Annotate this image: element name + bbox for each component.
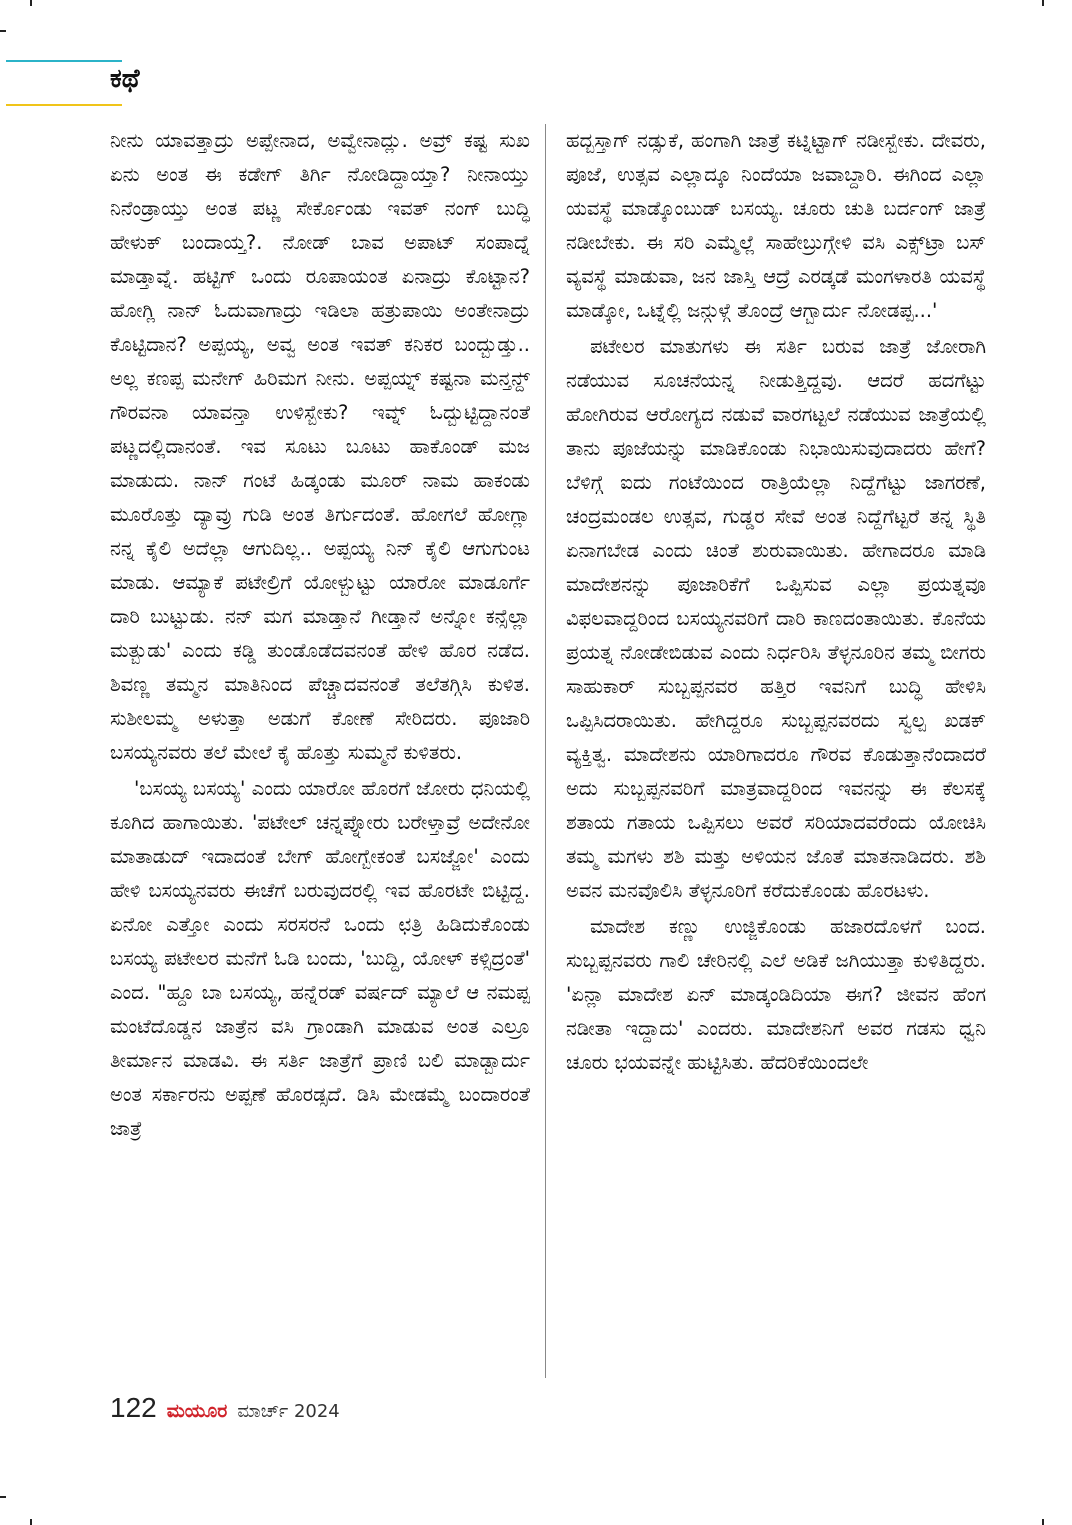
right-paragraph-1: ಹದ್ಬಸ್ತಾಗ್ ನಡ್ಸುಕೆ, ಹಂಗಾಗಿ ಜಾತ್ರೆ ಕಟ್ನಿಟ್ಟಾಗ್ ನಡೀಸ್ಬೇಕು. ದೇವರು, ಪೂಜೆ, ಉತ್ಸವ ಎಲ್ಲಾದ್ಕೂ ನಿಂದೆಯಾ ಜವಾಬ್ದಾರಿ. ಈಗಿಂದ ಎಲ್ಲಾ ಯವಸ್ಥೆ ಮಾಡ್ಕೊಂಬುಡ್ ಬಸಯ್ಯ. ಚೂರು ಚುತಿ ಬರ್ದಂಗ್ ಜಾತ್ರೆ ನಡೀಬೇಕು. ಈ ಸರಿ ಎಮ್ಮೆಲ್ಲೆ ಸಾಹೇಬ್ರುಗ್ಗೇಳಿ ವಸಿ ಎಕ್ಸ್‌ಟ್ರಾ ಬಸ್ ವ್ಯವಸ್ಥೆ ಮಾಡುವಾ, ಜನ ಜಾಸ್ತಿ ಆದ್ರೆ ಎರಡ್ಕಡೆ ಮಂಗಳಾರತಿ ಯವಸ್ಥೆ ಮಾಡ್ಕೋ, ಒಟ್ನೆಲ್ಲಿ ಜನ್ಗುಳ್ಗೆ ತೊಂದ್ರೆ ಆಗ್ಬಾರ್ದು ನೋಡಪ್ಪ...' (566, 129, 986, 322)
issue-date: ಮಾರ್ಚ್ 2024 (237, 1401, 340, 1422)
page-footer (110, 1392, 340, 1428)
left-paragraph-1: ನೀನು ಯಾವತ್ತಾದ್ರು ಅಪ್ಪೇನಾದ, ಅವ್ವೇನಾದ್ಲು. ಅವ್ರ್ ಕಷ್ಟ ಸುಖ ಏನು ಅಂತ ಈ ಕಡೇಗ್ ತಿರ್ಗಿ ನೋಡಿದ್ದಾಯ್ತಾ? ನೀನಾಯ್ತು ನಿನೆಂಡ್ರಾಯ್ತು ಅಂತ ಪಟ್ಣ ಸೇರ್ಕೊಂಡು ಇವತ್ ನಂಗ್ ಬುದ್ಧಿ ಹೇಳುಕ್ ಬಂದಾಯ್ತ?. ನೋಡ್ ಬಾವ ಅಪಾಟ್ ಸಂಪಾದ್ನೆ ಮಾಡ್ತಾವ್ನೆ. ಹಟ್ಟಿಗ್ ಒಂದು ರೂಪಾಯಂತ ಏನಾದ್ರು ಕೊಟ್ಟಾನ? ಹೋಗ್ಲಿ ನಾನ್ ಓದುವಾಗಾದ್ರು ಇಡಿಲಾ ಹತ್ರುಪಾಯಿ ಅಂತೇನಾದ್ರು ಕೊಟ್ಟಿದಾನ? ಅಪ್ಪಯ್ಯ, ಅವ್ವ ಅಂತ ಇವತ್ ಕನಿಕರ ಬಂದ್ಬುಡ್ತು.. ಅಲ್ಲ ಕಣಪ್ಪ ಮನೇಗ್ ಹಿರಿಮಗ ನೀನು. ಅಪ್ಪಯ್ನ್ ಕಷ್ಟನಾ ಮನ್ತನ್ದ್ ಗೌರವನಾ ಯಾವನ್ತಾ ಉಳಿಸ್ಬೇಕು? ಇವ್ನ್ ಓದ್ಬುಟ್ಟಿದ್ದಾನಂತೆ ಪಟ್ಣದಲ್ಲಿದಾನಂತೆ. ಇವ ಸೂಟು ಬೂಟು ಹಾಕೊಂಡ್ ಮಜ ಮಾಡುದು. ನಾನ್ ಗಂಟೆ ಹಿಡ್ಕಂಡು ಮೂರ್ ನಾಮ ಹಾಕಂಡು ಮೂರೊತ್ತು ದ್ಯಾವ್ರು ಗುಡಿ ಅಂತ ತಿರ್ಗುದಂತೆ. ಹೋಗಲೆ ಹೋಗ್ಲಾ ನನ್ನ ಕೈಲಿ ಅದೆಲ್ಲಾ ಆಗುದಿಲ್ಲ.. ಅಪ್ಪಯ್ಯ ನಿನ್ ಕೈಲಿ ಆಗುಗುಂಟ ಮಾಡು. ಆಮ್ಯಾಕೆ ಪಟೇಲ್ರಿಗೆ ಯೋಳ್ಬುಟ್ಟು ಯಾರೋ ಮಾಡೂರ್ಗೆ ದಾರಿ ಬುಟ್ಟುಡು. ನನ್ ಮಗ ಮಾಡ್ತಾನೆ ಗೀಡ್ತಾನೆ ಅನ್ನೋ ಕನ್ಸೆಲ್ಲಾ ಮತ್ಬುಡು' ಎಂದು ಕಡ್ಡಿ ತುಂಡೊಡೆದವನಂತೆ ಹೇಳಿ ಹೊರ ನಡೆದ. ಶಿವಣ್ಣ ತಮ್ಮನ ಮಾತಿನಿಂದ ಪೆಚ್ಚಾದವನಂತೆ ತಲೆತಗ್ಗಿಸಿ ಕುಳಿತ. ಸುಶೀಲಮ್ಮ ಅಳುತ್ತಾ ಅಡುಗೆ ಕೋಣೆ ಸೇರಿದರು. ಪೂಜಾರಿ ಬಸಯ್ಯನವರು ತಲೆ ಮೇಲೆ ಕೈ ಹೊತ್ತು ಸುಮ್ಮನೆ ಕುಳಿತರು. (110, 129, 530, 764)
right-paragraph-3: ಮಾದೇಶ ಕಣ್ಣು ಉಜ್ಜಿಕೊಂಡು ಹಜಾರದೊಳಗೆ ಬಂದ. ಸುಬ್ಬಪ್ಪನವರು ಗಾಲಿ ಚೇರಿನಲ್ಲಿ ಎಲೆ ಅಡಿಕೆ ಜಗಿಯುತ್ತಾ ಕುಳಿತಿದ್ದರು. 'ಏನ್ಲಾ ಮಾದೇಶ ಏನ್ ಮಾಡ್ಕಂಡಿದಿಯಾ ಈಗ? ಜೀವನ ಹೆಂಗ ನಡೀತಾ ಇದ್ದಾದು' ಎಂದರು. ಮಾದೇಶನಿಗೆ ಅವರ ಗಡಸು ಧ್ವನಿ ಚೂರು ಭಯವನ್ನೇ ಹುಟ್ಟಿಸಿತು. ಹೆದರಿಕೆಯಿಂದಲೇ (566, 915, 986, 1074)
left-column (110, 124, 530, 1378)
left-paragraph-2: 'ಬಸಯ್ಯ ಬಸಯ್ಯ' ಎಂದು ಯಾರೋ ಹೊರಗೆ ಜೋರು ಧನಿಯಲ್ಲಿ ಕೂಗಿದ ಹಾಗಾಯಿತು. 'ಪಟೇಲ್ ಚನ್ನಪ್ನೋರು ಬರೇಳ್ತಾವ್ರೆ ಅದೇನೋ ಮಾತಾಡುದ್ ಇದಾದಂತೆ ಬೇಗ್ ಹೋಗ್ಬೇಕಂತೆ ಬಸಜ್ಜೋ' ಎಂದು ಹೇಳಿ ಬಸಯ್ಯನವರು ಈಚೆಗೆ ಬರುವುದರಲ್ಲಿ ಇವ ಹೊರಟೇ ಬಿಟ್ಟಿದ್ದ. ಏನೋ ಎತ್ತೋ ಎಂದು ಸರಸರನೆ ಒಂದು ಛತ್ರಿ ಹಿಡಿದುಕೊಂಡು ಬಸಯ್ಯ ಪಟೇಲರ ಮನೆಗೆ ಓಡಿ ಬಂದು, 'ಬುದ್ದಿ, ಯೋಳ್ ಕಳ್ಸಿದ್ರಂತೆ' ಎಂದ. "ಹ್ದೂ ಬಾ ಬಸಯ್ಯ, ಹನ್ನೆರಡ್ ವರ್ಷದ್ ಮ್ಯಾಲೆ ಆ ನಮಪ್ಪ ಮಂಟೆದೊಡ್ಡನ ಜಾತ್ರೆನ ವಸಿ ಗ್ರಾಂಡಾಗಿ ಮಾಡುವ ಅಂತ ಎಲ್ರೂ ತೀರ್ಮಾನ ಮಾಡವಿ. ಈ ಸರ್ತಿ ಜಾತ್ರೆಗೆ ಪ್ರಾಣಿ ಬಲಿ ಮಾಡ್ಬಾರ್ದು ಅಂತ ಸರ್ಕಾರನು ಅಪ್ಪಣೆ ಹೊರಡ್ಸದೆ. ಡಿಸಿ ಮೇಡಮ್ಮೆ ಬಂದಾರಂತೆ ಜಾತ್ರೆ (110, 777, 530, 1140)
crop-mark (0, 30, 6, 32)
crop-mark (1042, 0, 1044, 6)
section-title: ಕಥೆ (110, 64, 140, 94)
magazine-logo: ಮಯೂರ (166, 1400, 228, 1422)
crop-mark (0, 1496, 6, 1498)
page-number: 122 (110, 1392, 157, 1423)
right-paragraph-2: ಪಟೇಲರ ಮಾತುಗಳು ಈ ಸರ್ತಿ ಬರುವ ಜಾತ್ರೆ ಜೋರಾಗಿ ನಡೆಯುವ ಸೂಚನೆಯನ್ನ ನೀಡುತ್ತಿದ್ದವು. ಆದರೆ ಹದಗೆಟ್ಟು ಹೋಗಿರುವ ಆರೋಗ್ಯದ ನಡುವೆ ವಾರಗಟ್ಟಲೆ ನಡೆಯುವ ಜಾತ್ರೆಯಲ್ಲಿ ತಾನು ಪೂಜೆಯನ್ನು ಮಾಡಿಕೊಂಡು ನಿಭಾಯಿಸುವುದಾದರು ಹೇಗೆ? ಬೆಳಿಗ್ಗೆ ಐದು ಗಂಟೆಯಿಂದ ರಾತ್ರಿಯೆಲ್ಲಾ ನಿದ್ದೆಗೆಟ್ಟು ಜಾಗರಣೆ, ಚಂದ್ರಮಂಡಲ ಉತ್ಸವ, ಗುಡ್ಡರ ಸೇವೆ ಅಂತ ನಿದ್ದೆಗೆಟ್ಟರೆ ತನ್ನ ಸ್ಥಿತಿ ಏನಾಗಬೇಡ ಎಂದು ಚಿಂತೆ ಶುರುವಾಯಿತು. ಹೇಗಾದರೂ ಮಾಡಿ ಮಾದೇಶನನ್ನು ಪೂಜಾರಿಕೆಗೆ ಒಪ್ಪಿಸುವ ಎಲ್ಲಾ ಪ್ರಯತ್ನವೂ ವಿಫಲವಾದ್ದರಿಂದ ಬಸಯ್ಯನವರಿಗೆ ದಾರಿ ಕಾಣದಂತಾಯಿತು. ಕೊನೆಯ ಪ್ರಯತ್ನ ನೋಡೇಬಿಡುವ ಎಂದು ನಿರ್ಧರಿಸಿ ತೆಳ್ಳನೂರಿನ ತಮ್ಮ ಬೀಗರು ಸಾಹುಕಾರ್ ಸುಬ್ಬಪ್ಪನವರ ಹತ್ತಿರ ಇವನಿಗೆ ಬುದ್ಧಿ ಹೇಳಿಸಿ ಒಪ್ಪಿಸಿದರಾಯಿತು. ಹೇಗಿದ್ದರೂ ಸುಬ್ಬಪ್ಪನವರದು ಸ್ವಲ್ಪ ಖಡಕ್ ವ್ಯಕ್ತಿತ್ವ. ಮಾದೇಶನು ಯಾರಿಗಾದರೂ ಗೌರವ ಕೊಡುತ್ತಾನೆಂದಾದರೆ ಅದು ಸುಬ್ಬಪ್ಪನವರಿಗೆ ಮಾತ್ರವಾದ್ದರಿಂದ ಇವನನ್ನು ಈ ಕೆಲಸಕ್ಕೆ ಶತಾಯ ಗತಾಯ ಒಪ್ಪಿಸಲು ಅವರೆ ಸರಿಯಾದವರೆಂದು ಯೋಚಿಸಿ ತಮ್ಮ ಮಗಳು ಶಶಿ ಮತ್ತು ಅಳಿಯನ ಜೊತೆ ಮಾತನಾಡಿದರು. ಶಶಿ ಅವನ ಮನವೊಲಿಸಿ ತೆಳ್ಳನೂರಿಗೆ ಕರೆದುಕೊಂಡು ಹೊರಟಳು. (566, 335, 986, 902)
right-column (566, 124, 986, 1378)
section-accent-bottom (6, 104, 122, 106)
crop-mark (30, 0, 32, 6)
crop-mark (1042, 1519, 1044, 1525)
section-accent-top (6, 60, 122, 62)
column-divider (545, 124, 546, 1378)
crop-mark (30, 1519, 32, 1525)
